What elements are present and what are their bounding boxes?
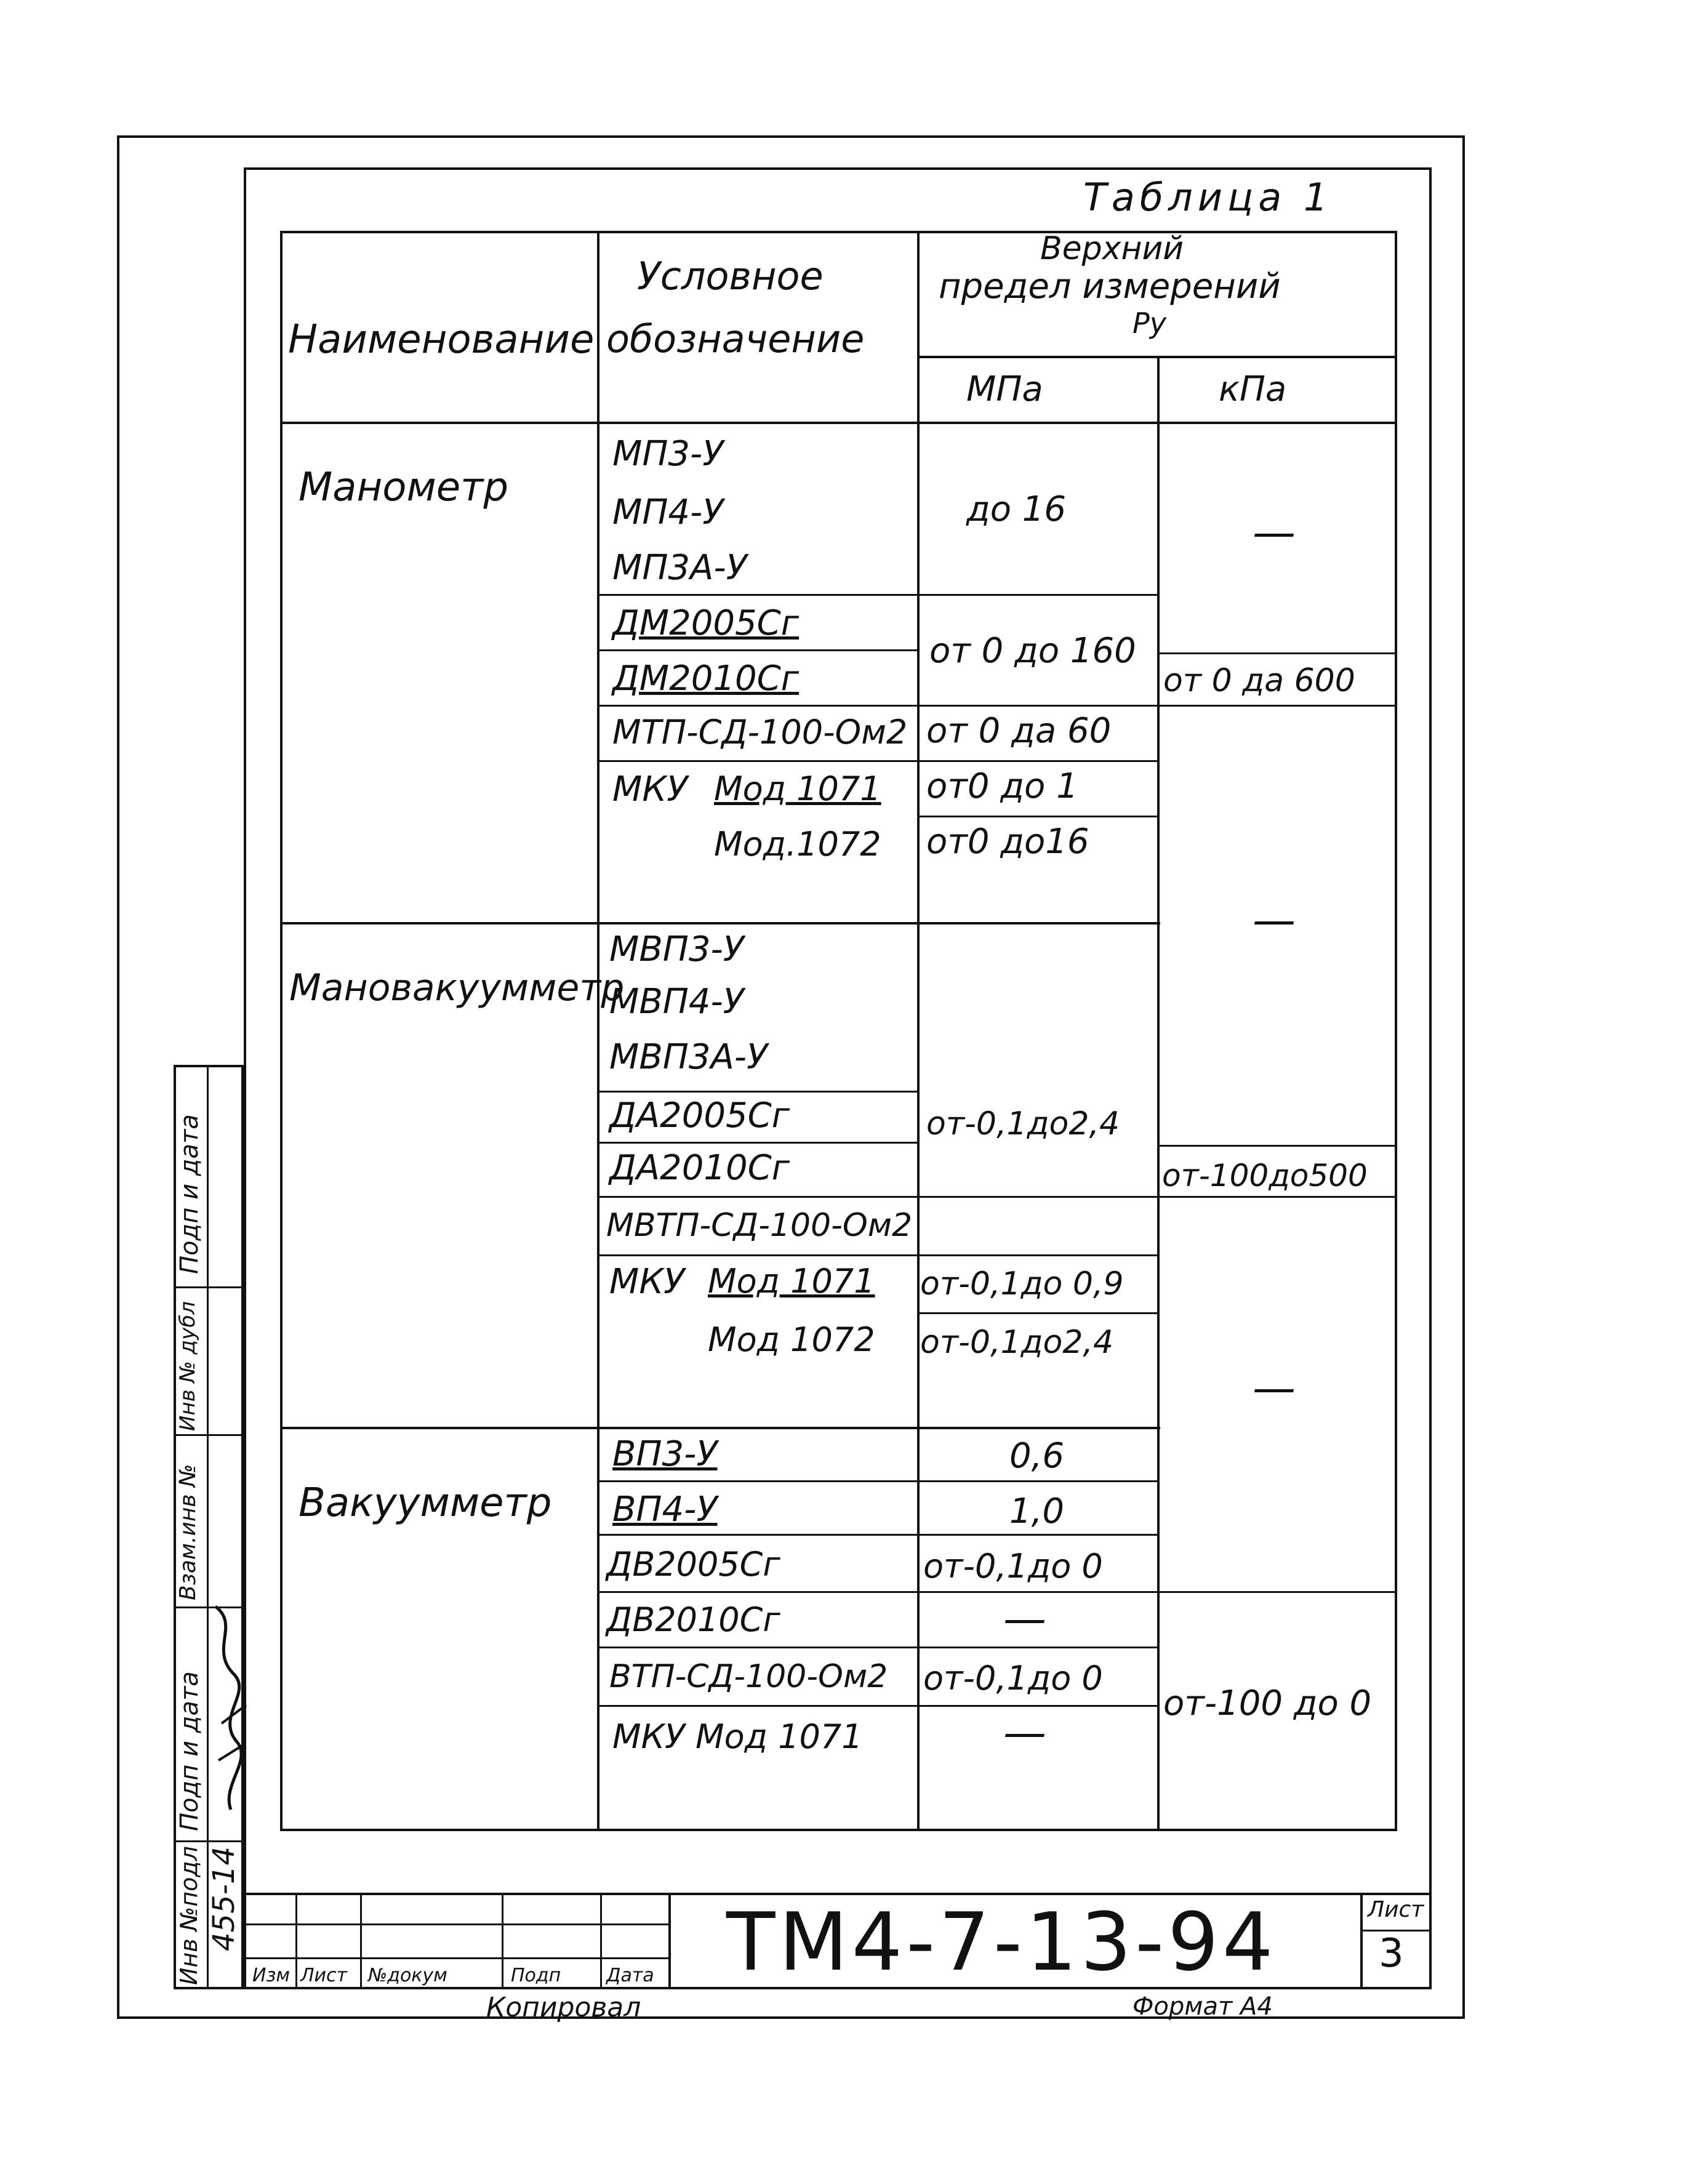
title-col-sign: Подп — [511, 1965, 561, 1986]
sheet-number: 3 — [1379, 1931, 1404, 1976]
row-line — [597, 760, 1157, 762]
designation-sub: Мод 1071 — [708, 1262, 875, 1301]
designation: МВП3-У — [609, 929, 744, 969]
row-line — [917, 1312, 1157, 1314]
row-line — [597, 1591, 1397, 1593]
header-units-line — [917, 356, 1397, 358]
side-inv-dubl: Инв № дубл — [175, 1301, 200, 1431]
mpa-value: — — [1003, 1707, 1046, 1758]
designation: МКУ — [612, 769, 688, 809]
group-separator-2 — [280, 1427, 1160, 1429]
title-block-col — [502, 1893, 503, 1989]
mpa-value: от-0,1до 0 — [923, 1659, 1103, 1698]
row-line — [597, 1647, 1157, 1648]
kpa-value: от 0 да 600 — [1163, 662, 1355, 699]
mpa-value: от 0 да 60 — [926, 711, 1112, 751]
sheet-label: Лист — [1368, 1897, 1424, 1922]
kpa-line — [1157, 652, 1397, 654]
designation: МП4-У — [612, 492, 724, 532]
title-col-doc: №докум — [368, 1965, 447, 1986]
col-divider-mpa — [1157, 356, 1160, 1831]
designation: МВП3А-У — [609, 1037, 768, 1077]
mpa-value: от 0 до 160 — [929, 631, 1136, 671]
signature-mark — [203, 1600, 259, 1834]
title-block-col — [668, 1893, 671, 1989]
row-line — [597, 594, 1157, 596]
mpa-value: от-0,1до 0 — [923, 1547, 1103, 1586]
side-podp-data-1: Подп и дата — [175, 1114, 204, 1274]
group-name-manometer: Манометр — [299, 465, 508, 510]
document-code: ТМ4-7-13-94 — [726, 1895, 1277, 1989]
designation: ДМ2005Сг — [612, 603, 800, 643]
row-line — [917, 922, 1157, 924]
side-inv-podl: Инв №подл — [175, 1846, 202, 1985]
header-upper-line2: предел измерений — [939, 267, 1281, 307]
group-name-manovacuummeter: Мановакуумметр — [289, 966, 625, 1009]
side-stamp-row — [174, 1840, 244, 1842]
row-line — [597, 1534, 1157, 1536]
designation: МКУ Мод 1071 — [612, 1717, 863, 1756]
title-col-list: Лист — [300, 1965, 348, 1986]
table-title: Таблица 1 — [1083, 175, 1333, 220]
group-name-vacuummeter: Вакуумметр — [299, 1480, 552, 1526]
row-line — [597, 1705, 1157, 1707]
designation: ДА2010Сг — [609, 1148, 790, 1188]
designation-sub: Мод 1071 — [714, 769, 881, 808]
designation: ДМ2010Сг — [612, 659, 800, 699]
row-line — [597, 649, 917, 651]
mpa-value: от-0,1до 0,9 — [920, 1265, 1124, 1302]
designation: МТП-СД-100-Ом2 — [612, 713, 908, 752]
header-unit-mpa: МПа — [966, 369, 1043, 409]
title-block-col — [360, 1893, 362, 1989]
designation: ДВ2010Сг — [606, 1600, 780, 1639]
mpa-value: от-0,1до2,4 — [926, 1105, 1120, 1142]
row-line — [597, 1196, 1397, 1198]
title-col-izm: Изм — [252, 1965, 291, 1986]
header-designation-line1: Условное — [637, 254, 824, 299]
row-line — [597, 1142, 917, 1144]
title-block-row — [244, 1923, 668, 1925]
title-col-date: Дата — [606, 1965, 654, 1986]
designation: МКУ — [609, 1262, 685, 1302]
side-stamp-row — [174, 1434, 244, 1436]
designation-sub: Мод 1072 — [708, 1320, 875, 1359]
row-line — [597, 1091, 917, 1093]
mpa-value: от0 до 1 — [926, 766, 1078, 806]
mpa-value: 0,6 — [1009, 1436, 1065, 1476]
kpa-dash: — — [1253, 895, 1296, 945]
kpa-value: от-100до500 — [1162, 1158, 1368, 1193]
designation: ВП4-У — [612, 1490, 718, 1530]
designation: ВТП-СД-100-Ом2 — [609, 1658, 888, 1695]
header-unit-kpa: кПа — [1219, 369, 1287, 409]
row-line — [917, 816, 1157, 817]
sheet-cell-divider — [1360, 1893, 1363, 1989]
designation: МП3А-У — [612, 548, 747, 588]
row-line — [597, 1254, 1157, 1256]
header-name: Наименование — [288, 317, 595, 363]
copied-label: Копировал — [486, 1992, 641, 2023]
header-bottom-line — [280, 422, 1397, 424]
kpa-line — [1157, 1145, 1397, 1147]
designation-sub: Мод.1072 — [714, 825, 881, 864]
kpa-dash: — — [1253, 507, 1296, 558]
header-upper-line1: Верхний — [1040, 230, 1184, 267]
mpa-value: до 16 — [966, 489, 1067, 529]
designation: ДА2005Сг — [609, 1096, 790, 1136]
designation: ДВ2005Сг — [606, 1545, 780, 1584]
format-label: Формат А4 — [1133, 1992, 1273, 2021]
mpa-value: от-0,1до2,4 — [920, 1324, 1114, 1361]
kpa-dash: — — [1253, 1363, 1296, 1413]
side-inv-value: 455-14 — [207, 1846, 241, 1951]
designation: МП3-У — [612, 434, 724, 474]
title-block-col — [600, 1893, 602, 1989]
header-upper-line3: Ру — [1133, 307, 1166, 340]
side-stamp-row — [174, 1286, 244, 1288]
row-line — [597, 705, 1397, 707]
side-podp-data-2: Подп и дата — [175, 1671, 204, 1831]
title-block-row — [244, 1957, 668, 1959]
mpa-value: от0 до16 — [926, 822, 1089, 862]
title-block-col — [295, 1893, 297, 1989]
mpa-value: — — [1003, 1594, 1046, 1644]
header-designation-line2: обозначение — [606, 316, 865, 361]
designation: ВП3-У — [612, 1434, 718, 1474]
kpa-value: от-100 до 0 — [1163, 1683, 1372, 1723]
designation: МВП4-У — [609, 982, 744, 1022]
side-vzam-inv: Взам.инв № — [175, 1464, 201, 1600]
designation: МВТП-СД-100-Ом2 — [606, 1207, 913, 1244]
mpa-value: 1,0 — [1009, 1491, 1065, 1531]
row-line — [597, 1480, 1157, 1482]
